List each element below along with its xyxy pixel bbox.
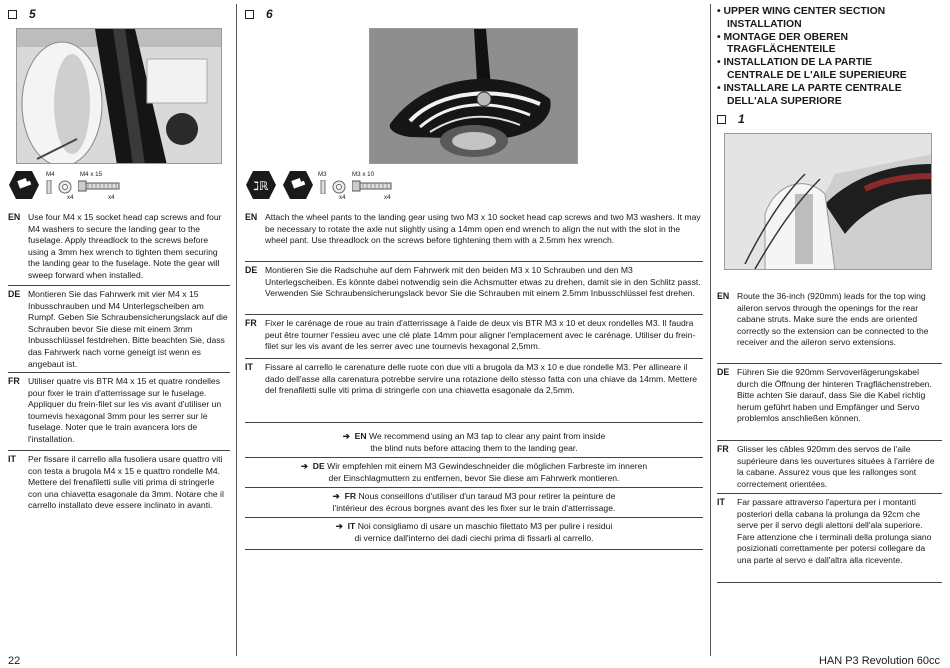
lang-code: FR <box>8 376 20 386</box>
hex-wrench-icon <box>245 170 277 200</box>
washer-qty: x4 <box>339 194 346 201</box>
instruction-text: Montieren Sie die Radschuhe auf dem Fahrwerk mit den beiden M3 x 10 Schrauben und den M3 Unterlegscheiben. Es könnte dabei notwendig sein die Achsmutter etwas zu drehen, damit sie in den Schlitz passt. Verwenden Sie Schraubensicherungslack bevor Sie die Schrauben mit einem 2.5mm Inbusschlüssel fest drehen. <box>265 265 701 299</box>
divider <box>245 487 703 488</box>
divider <box>245 358 703 359</box>
lang-code: FR <box>245 318 257 328</box>
tip-text-line1: We recommend using an M3 tap to clear any paint from inside <box>369 431 606 441</box>
tip-text-line1: Wir empfehlen mit einem M3 Gewindeschneider die möglichen Farbreste im inneren <box>327 461 648 471</box>
upper-wing-photo <box>724 133 932 270</box>
lang-code: DE <box>245 265 258 275</box>
tip-text-line2: the blind nuts before attacing them to the landing gear. <box>370 442 578 453</box>
instruction-text: Use four M4 x 15 socket head cap screws and four M4 washers to secure the landing gear to the fuselage. Apply threadlock to the screws before using a 3mm hex wrench to tighten them securing the landing gear to the fuselage. Note the gear will sweep forward when installed. <box>28 212 222 280</box>
lang-code: EN <box>245 212 258 222</box>
instruction-text: Führen Sie die 920mm Servoverlägerungskabel durch die Öffnung der hinteren Tragflächenstreben. Bitte achten Sie darauf, dass Sie die Kabel richtig herum geführt haben und Empfänger und Servo problemlos anschließen können. <box>737 367 932 424</box>
divider <box>245 261 703 262</box>
section-title-line: TRAGFLÄCHENTEILE <box>727 44 836 56</box>
instruction-text: Glisser les câbles 920mm des servos de l'aile supérieure dans les ouvertures situées à l'arrière de la cabane. Assurez vous que les rallonges sont correctement orientées. <box>737 444 935 489</box>
washer-size-label: M3 <box>318 171 327 178</box>
landing-gear-photo <box>16 28 222 164</box>
instruction-en <box>8 212 230 280</box>
lang-code: IT <box>8 454 16 464</box>
lang-code: IT <box>347 521 356 531</box>
washer-icon <box>58 180 72 194</box>
step-checkbox[interactable] <box>245 10 254 19</box>
tip-text-line1: Nous conseillons d'utiliser d'un taraud M3 pour retirer la peinture de <box>358 491 616 501</box>
divider <box>245 549 703 550</box>
divider <box>8 372 230 373</box>
lang-code: DE <box>312 461 325 471</box>
step-header-1 <box>717 112 745 126</box>
divider <box>717 493 942 494</box>
divider <box>8 450 230 451</box>
wheel-pant-illustration <box>370 29 578 164</box>
divider <box>717 363 942 364</box>
arrow-icon: ➔ <box>332 491 340 501</box>
screw-size-label: M3 x 10 <box>352 171 375 178</box>
instruction-text: Per fissare il carrello alla fusoliera usare quattro viti con testa a brugola M4 x 15 e quattro rondelle M4. Mettere del frenafiletti sulle viti prima di stringerle con una chiavetta esagonale da 3mm. Notare che il carrello installato deve essere inclinato in avanti. <box>28 454 224 511</box>
tip-de <box>245 461 703 484</box>
instruction-text: Utiliser quatre vis BTR M4 x 15 et quatre rondelles pour fixer le train d'atterrissage sur le fuselage. Appliquer du frein-filet sur les vis avant d'utiliser un tournevis hexagonal 3mm pour les serrer sur le fuselage. Noter que le train avancera lors de l'installation. <box>28 376 222 444</box>
lang-code: EN <box>354 431 367 441</box>
landing-gear-illustration <box>17 29 222 164</box>
arrow-icon: ➔ <box>300 461 309 471</box>
step-header-6 <box>245 7 273 21</box>
washer-icon <box>332 180 346 194</box>
divider <box>717 440 942 441</box>
tip-fr <box>245 491 703 514</box>
svg-text:ℷℝ: ℷℝ <box>253 179 269 193</box>
product-name: HAN P3 Revolution 60cc <box>818 655 940 667</box>
section-title-line: CENTRALE DE L'AILE SUPERIEURE <box>727 69 907 81</box>
lang-code: DE <box>8 289 21 299</box>
divider <box>245 457 703 458</box>
arrow-icon: ➔ <box>342 431 350 441</box>
screw-icon <box>352 180 392 192</box>
divider <box>8 285 230 286</box>
section-title-line: • UPPER WING CENTER SECTION <box>717 6 886 17</box>
lang-code: IT <box>245 362 253 372</box>
threadlock-icon <box>282 170 314 200</box>
step-number: 6 <box>266 7 273 21</box>
washer-qty: x4 <box>67 194 74 201</box>
spacer-icon <box>320 180 326 194</box>
lang-code: EN <box>8 212 21 222</box>
lang-code: FR <box>717 444 729 454</box>
upper-wing-illustration <box>725 134 932 270</box>
section-title <box>717 6 942 108</box>
step-checkbox[interactable] <box>717 115 726 124</box>
tip-text-line1: Noi consigliamo di usare un maschio filettato M3 per pulire i residui <box>357 521 613 531</box>
divider <box>245 517 703 518</box>
column-divider-right <box>710 4 711 656</box>
section-title-line: • MONTAGE DER OBEREN <box>717 31 849 43</box>
lang-code: IT <box>717 497 725 507</box>
hex-wrench-icon <box>8 170 40 200</box>
step-number: 5 <box>29 7 36 21</box>
page-number: 22 <box>8 655 21 667</box>
tip-text-line2: l'intérieur des écrous borgnes avant des les fixer sur le train d'atterrissage. <box>332 502 616 513</box>
screw-icon <box>78 180 120 192</box>
step-header-5 <box>8 7 36 21</box>
tip-text-line2: di vernice dall'interno dei dadi ciechi prima di fissarli al carrello. <box>354 532 594 543</box>
step-checkbox[interactable] <box>8 10 17 19</box>
arrow-icon: ➔ <box>335 521 343 531</box>
divider <box>717 582 942 583</box>
tip-en <box>245 431 703 454</box>
section-title-line: DELL'ALA SUPERIORE <box>727 95 842 107</box>
section-title-line: • INSTALLARE LA PARTE CENTRALE <box>717 82 902 94</box>
spacer-icon <box>46 180 52 194</box>
lang-code: EN <box>717 291 730 301</box>
screw-qty: x4 <box>384 194 391 201</box>
instruction-text: Attach the wheel pants to the landing gear using two M3 x 10 socket head cap screws and two M3 washers. It may be necessary to rotate the axle nut slightly using a 14mm open end wrench to align the nut with the slot in the wheel pant. Use threadlock on the screws before tightening them with a 2.5mm hex wrench. <box>265 212 701 246</box>
screw-size-label: M4 x 15 <box>80 171 103 178</box>
lang-code: FR <box>344 491 357 501</box>
lang-code: DE <box>717 367 730 377</box>
instruction-text: Route the 36-inch (920mm) leads for the top wing aileron servos through the openings for the rear cabane struts. Make sure the ends are oriented correctly so the extension can be connected to the receiver and the aileron servo extensions. <box>737 291 929 348</box>
instruction-text: Montieren Sie das Fahrwerk mit vier M4 x 15 Inbusschrauben und M4 Unterlegscheiben am Rumpf. Geben Sie Schraubensicherungslack auf die Schrauben bevor Sie diese mit einem 3mm Inbusschlüssel festdrehen. Bitte beachten Sie, dass das Fahrwerk nach vorne geneigt ist wenn es angebaut ist. <box>28 289 228 369</box>
tip-text-line2: der Einschlagmuttern zu entfernen, bevor Sie diese am Fahrwerk montieren. <box>328 472 620 483</box>
instruction-text: Fissare al carrello le carenature delle ruote con due viti a brugola da M3 x 10 e due rondelle M3. Per allineare il dado dell'asse alla carenatura potrebbe servire una rotazione dello stesso fatta con una chiave da 14mm. Mettere del frenafiletti sulle viti prima di stringerle con una chiavetta esagonale da 2,5mm. <box>265 362 698 396</box>
washer-size-label: M4 <box>46 171 55 178</box>
divider <box>245 314 703 315</box>
divider <box>245 422 703 423</box>
section-title-line: • INSTALLATION DE LA PARTIE <box>717 57 873 69</box>
step-number: 1 <box>738 112 745 126</box>
instruction-text: Far passare attraverso l'apertura per i montanti posteriori della cabana la prolunga da 92cm che serve per il servo degli alettoni dell'ala superiore. Fare attenzione che i terminali della prolunga siano posizionati correttamente per potersi collegare da una parte al servo e dall'altra alla ricevente. <box>737 497 932 565</box>
section-title-line: INSTALLATION <box>727 18 802 30</box>
column-divider-left <box>236 4 237 656</box>
wheel-pant-photo <box>369 28 578 164</box>
instruction-text: Fixer le carénage de roue au train d'atterrissage à l'aide de deux vis BTR M3 x 10 et deux rondelles M3. Il faudra peut être tourner l'essieu avec une clé plate 14mm pour aligner l'emplacement avec le carénage. Utiliser du frein-filet sur les vis avant de les serrer avec une tournevis hexagonal 2,5mm. <box>265 318 696 352</box>
screw-qty: x4 <box>108 194 115 201</box>
tip-it <box>245 521 703 544</box>
